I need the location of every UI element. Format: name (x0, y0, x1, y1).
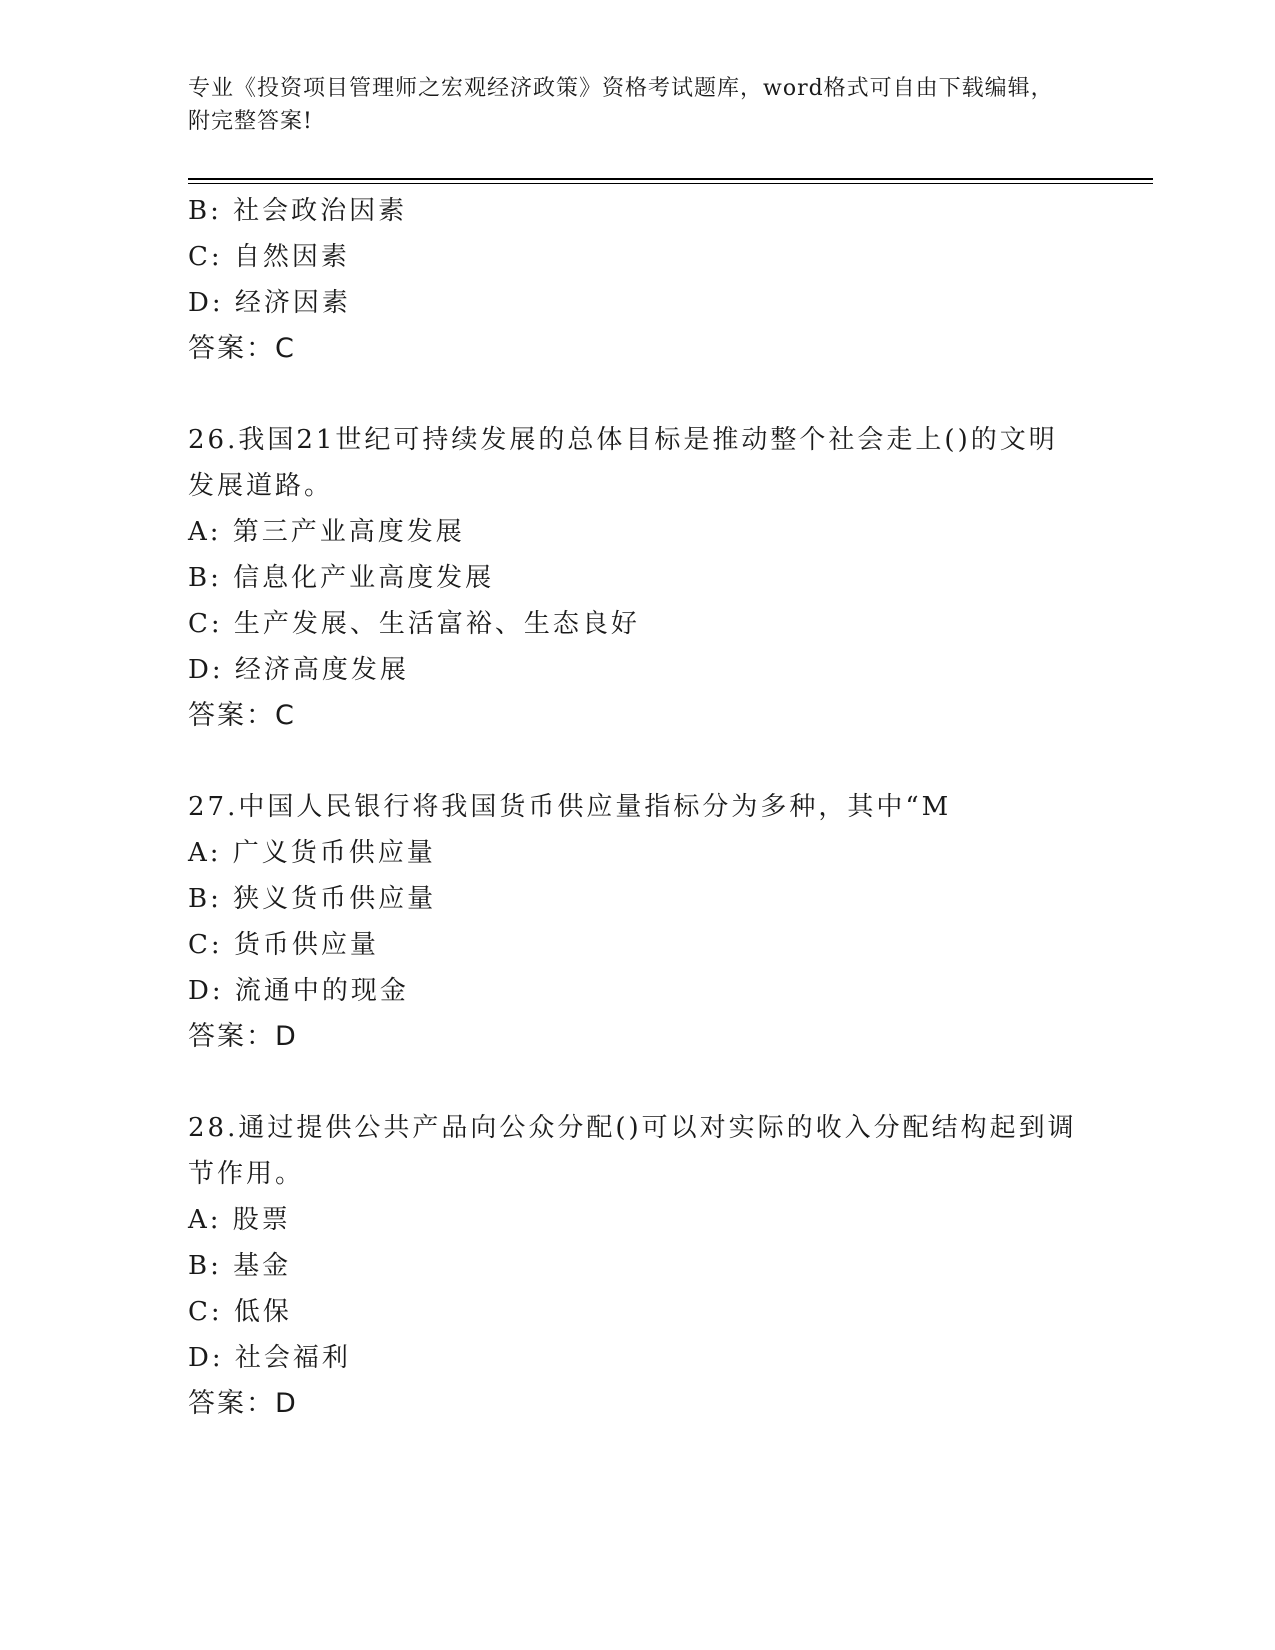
document-header: 专业《投资项目管理师之宏观经济政策》资格考试题库，word格式可自由下载编辑，附完整答案! (188, 76, 1054, 134)
option-a: A: 第三产业高度发展 (188, 517, 465, 547)
option-d: D: 经济因素 (188, 288, 351, 318)
option-b: B: 社会政治因素 (188, 196, 408, 226)
option-c: C: 生产发展、生活富裕、生态良好 (188, 609, 640, 639)
header-divider-thick (188, 178, 1153, 180)
option-c: C: 自然因素 (188, 242, 350, 272)
option-d: D: 社会福利 (188, 1343, 351, 1373)
question-26 (188, 417, 1088, 739)
spacer (188, 1060, 1088, 1105)
option-a: A: 广义货币供应量 (188, 838, 436, 868)
option-a: A: 股票 (188, 1205, 291, 1235)
question-stem-line: 节作用。 (188, 1159, 305, 1189)
answer: 答案：D (188, 1021, 298, 1052)
question-stem-line: 28.通过提供公共产品向公众分配()可以对实际的收入分配结构起到调 (188, 1113, 1077, 1143)
option-d: D: 流通中的现金 (188, 976, 409, 1006)
answer: 答案：C (188, 333, 296, 364)
option-c: C: 低保 (188, 1297, 292, 1327)
question-stem-line: 27.中国人民银行将我国货币供应量指标分为多种，其中“M (188, 792, 952, 822)
question-stem-line: 26.我国21世纪可持续发展的总体目标是推动整个社会走上()的文明 (188, 425, 1058, 455)
header-divider-thin (188, 183, 1153, 184)
question-list (188, 188, 1088, 1427)
option-b: B: 基金 (188, 1251, 292, 1281)
option-d: D: 经济高度发展 (188, 655, 409, 685)
question-27 (188, 784, 1088, 1060)
answer: 答案：C (188, 700, 296, 731)
question-25 (188, 188, 1088, 372)
spacer (188, 739, 1088, 784)
option-b: B: 狭义货币供应量 (188, 884, 437, 914)
question-stem-line: 发展道路。 (188, 471, 334, 501)
answer: 答案：D (188, 1388, 298, 1419)
spacer (188, 372, 1088, 417)
option-c: C: 货币供应量 (188, 930, 379, 960)
option-b: B: 信息化产业高度发展 (188, 563, 495, 593)
question-28 (188, 1105, 1088, 1427)
